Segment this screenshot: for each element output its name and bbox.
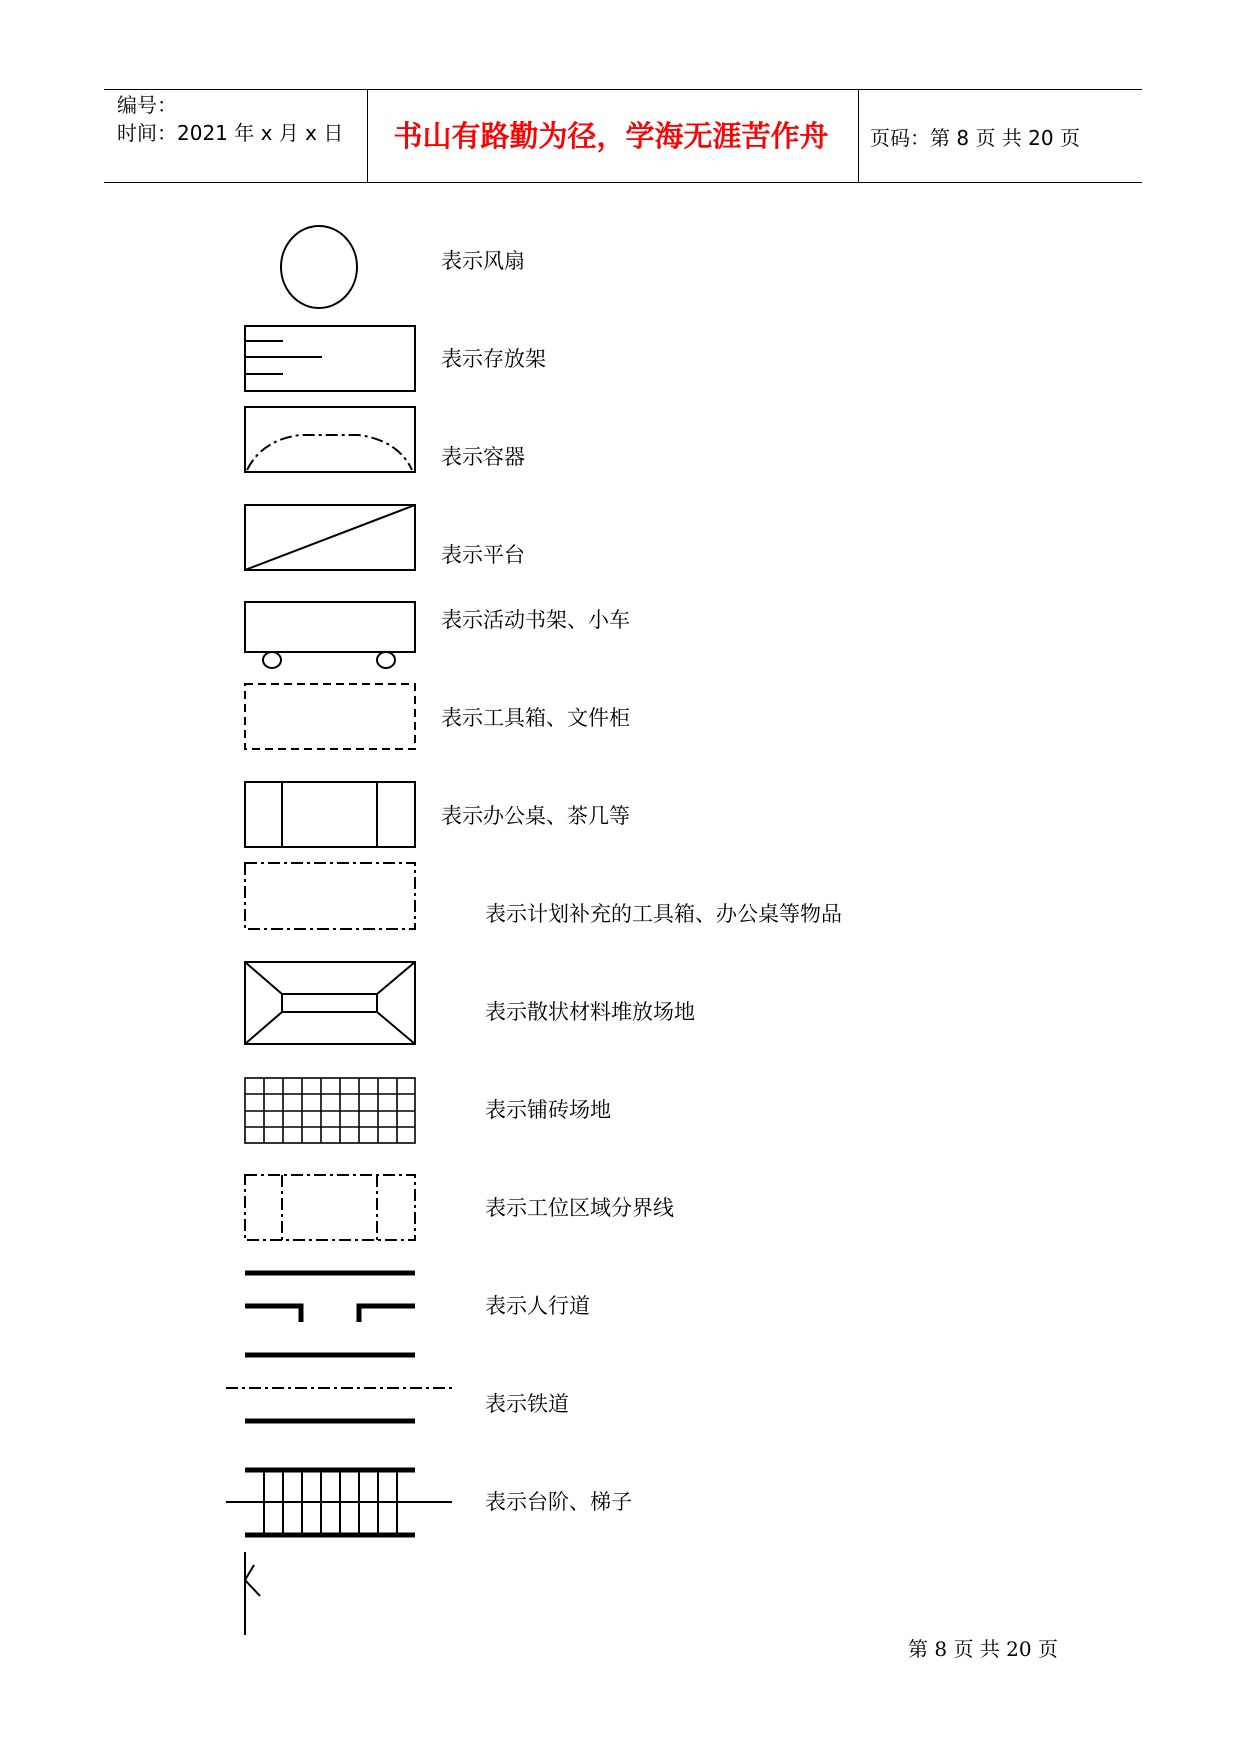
bulk-material-symbol [245,962,415,1044]
page-footer: 第 8 页 共 20 页 [908,1637,1058,1661]
legend-label-fan: 表示风扇 [441,249,525,273]
legend-label-planned-items: 表示计划补充的工具箱、办公桌等物品 [485,902,842,926]
fan-symbol [281,226,357,308]
legend-label-railway: 表示铁道 [485,1392,569,1416]
legend-label-platform: 表示平台 [441,543,525,567]
legend-label-mobile-cart: 表示活动书架、小车 [441,608,630,632]
legend-label-tiled-area: 表示铺砖场地 [485,1098,611,1122]
desk-symbol [245,782,415,847]
partial-symbol-next [245,1552,260,1635]
toolbox-symbol [245,684,415,749]
storage-rack-symbol [245,326,415,391]
railway-symbol [226,1388,452,1421]
steps-ladder-symbol [226,1470,452,1535]
container-symbol [245,407,415,472]
legend-label-desk: 表示办公桌、茶几等 [441,804,630,828]
header-page-indicator: 页码：第 8 页 共 20 页 [870,126,1080,150]
legend-label-storage-rack: 表示存放架 [441,347,546,371]
walkway-symbol [245,1273,415,1355]
legend-label-bulk-material: 表示散状材料堆放场地 [485,1000,695,1024]
workstation-boundary-symbol [245,1175,415,1240]
legend-label-steps-ladder: 表示台阶、梯子 [485,1490,632,1514]
legend-label-walkway: 表示人行道 [485,1294,590,1318]
legend-label-container: 表示容器 [441,445,525,469]
legend-label-toolbox: 表示工具箱、文件柜 [441,706,630,730]
planned-items-symbol [245,863,415,929]
document-time-label: 时间：2021 年 x 月 x 日 [117,121,344,145]
platform-symbol [245,505,415,570]
legend-label-workstation-boundary: 表示工位区域分界线 [485,1196,674,1220]
mobile-cart-symbol [245,602,415,668]
header-motto: 书山有路勤为径，学海无涯苦作舟 [393,119,829,153]
document-number-label: 编号： [117,93,177,117]
tiled-area-symbol [245,1078,415,1143]
